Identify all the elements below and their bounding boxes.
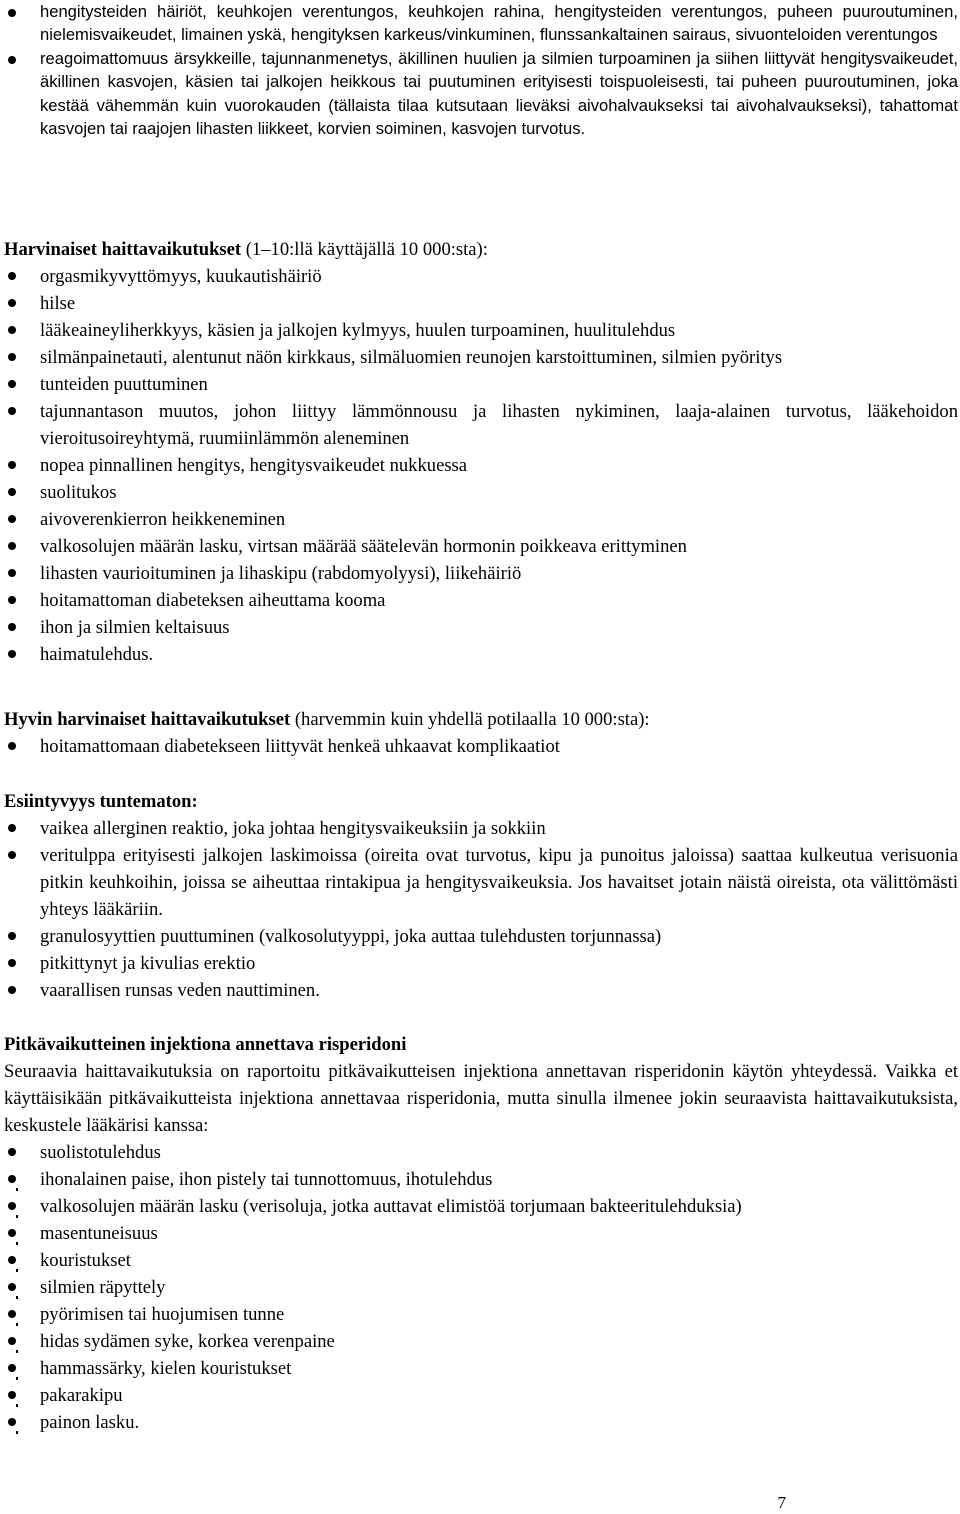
list-mark-icon [16,1242,18,1245]
list-item-text: hoitamattomaan diabetekseen liittyvät henkeä uhkaavat komplikaatiot [40,736,560,757]
list-item-text: vaikea allerginen reaktio, joka johtaa hengitysvaikeuksiin ja sokkiin [40,818,546,839]
page-number: 7 [777,1493,786,1512]
very-rare-section [4,706,958,760]
list-item-text: lihasten vaurioituminen ja lihaskipu (rabdomyolyysi), liikehäiriö [40,563,522,584]
list-item [4,560,958,587]
list-item-text: silmänpainetauti, alentunut näön kirkkaus, silmäluomien reunojen karstoittuminen, silmien pyöritys [40,347,783,368]
list-item-text: pyörimisen tai huojumisen tunne [40,1304,285,1325]
list-mark-icon [16,1404,18,1407]
bullet-icon [8,1202,16,1210]
bullet-icon [8,742,16,750]
list-item [4,371,958,398]
list-item [4,533,958,560]
bullet-icon [8,1148,16,1156]
list-item [4,263,958,290]
list-item [4,1328,958,1355]
bullet-icon [8,272,16,280]
list-item-text: ihon ja silmien keltaisuus [40,617,230,638]
list-item [4,641,958,668]
bullet-icon [8,596,16,604]
list-item-text: orgasmikyvyttömyys, kuukautishäiriö [40,266,322,287]
list-item-text: kouristukset [40,1250,131,1271]
bullet-icon [8,353,16,361]
list-item [4,1166,958,1193]
list-item-text: painon lasku. [40,1412,140,1433]
list-item [4,0,958,47]
bullet-icon [8,1175,16,1183]
list-item-text: ihonalainen paise, ihon pistely tai tunnottomuus, ihotulehdus [40,1169,493,1190]
list-item-text: granulosyyttien puuttuminen (valkosolutyyppi, joka auttaa tulehdusten torjunnassa) [40,926,662,947]
list-mark-icon [16,1188,18,1191]
bullet-icon [8,569,16,577]
bullet-icon [8,56,16,64]
very-rare-heading: Hyvin harvinaiset haittavaikutukset (harvemmin kuin yhdellä potilaalla 10 000:sta): [4,709,650,730]
list-item [4,1409,958,1436]
list-item-text: reagoimattomuus ärsykkeille, tajunnanmenetys, äkillinen huulien ja silmien turpoaminen ja siihen liittyvät hengitysvaikeudet, äkillinen kasvojen, käsien tai jalkojen heikkous tai puutuminen erityisesti toispuoleisesti, tai puheen puuroutuminen, joka kestää vähemmän kuin vuorokauden (tällaista tilaa kutsutaan lieväksi aivohalvaukseksi tai aivohalvaukseksi), tahattomat kasvojen tai raajojen lihasten liikkeet, korvien soiminen, kasvojen turvotus. [40,48,958,139]
bullet-icon [8,851,16,859]
list-item-text: vaarallisen runsas veden nauttiminen. [40,980,320,1001]
list-item-text: suolistotulehdus [40,1142,161,1163]
bullet-icon [8,932,16,940]
list-item [4,290,958,317]
list-item [4,1193,958,1220]
list-item [4,1382,958,1409]
unknown-frequency-heading: Esiintyvyys tuntematon: [4,791,198,812]
list-mark-icon [16,1350,18,1353]
bullet-icon [8,623,16,631]
list-mark-icon [16,1269,18,1272]
unknown-frequency-section [4,788,958,1004]
list-item [4,1220,958,1247]
bullet-icon [8,542,16,550]
list-mark-icon [16,1215,18,1218]
list-item [4,479,958,506]
list-item-text: lääkeaineyliherkkyys, käsien ja jalkojen kylmyys, huulen turpoaminen, huulitulehdus [40,320,676,341]
list-item-text: masentuneisuus [40,1223,158,1244]
bullet-icon [8,488,16,496]
bullet-icon [8,1337,16,1345]
list-item-text: silmien räpyttely [40,1277,166,1298]
bullet-icon [8,299,16,307]
bullet-icon [8,1391,16,1399]
bullet-icon [8,959,16,967]
list-item [4,977,958,1004]
list-item [4,1247,958,1274]
list-item-text: tajunnantason muutos, johon liittyy lämmönnousu ja lihasten nykiminen, laaja-alainen turvotus, lääkehoidon vieroitusoireyhtymä, ruumiinlämmön aleneminen [40,401,958,449]
bullet-icon [8,650,16,658]
list-item-text: hammassärky, kielen kouristukset [40,1358,292,1379]
list-item-text: suolitukos [40,482,117,503]
list-mark-icon [16,1377,18,1380]
list-item [4,1355,958,1382]
list-item-text: hilse [40,293,76,314]
continued-symptom-list [4,0,958,140]
list-item-text: pitkittynyt ja kivulias erektio [40,953,256,974]
injection-section [4,1031,958,1436]
list-item-text: valkosolujen määrän lasku (verisoluja, jotka auttavat elimistöä torjumaan bakteeritulehduksia) [40,1196,742,1217]
bullet-icon [8,1283,16,1291]
injection-intro-paragraph: Seuraavia haittavaikutuksia on raportoitu pitkävaikutteisen injektiona annettavan risperidonin käytön yhteydessä. Vaikka et käyttäisikään pitkävaikutteista injektiona annettavaa risperidonia, mutta sinulla ilmenee jokin seuraavista haittavaikutuksista, keskustele lääkärisi kanssa: [4,1061,958,1136]
list-item [4,452,958,479]
list-item-text: hoitamattoman diabeteksen aiheuttama kooma [40,590,386,611]
list-mark-icon [16,1431,18,1434]
injection-heading: Pitkävaikutteinen injektiona annettava risperidoni [4,1034,407,1055]
list-item [4,1139,958,1166]
list-item [4,950,958,977]
list-item-text: hidas sydämen syke, korkea verenpaine [40,1331,335,1352]
list-item [4,1274,958,1301]
list-item-text: pakarakipu [40,1385,123,1406]
list-item [4,587,958,614]
bullet-icon [8,1418,16,1426]
bullet-icon [8,515,16,523]
list-item [4,47,958,141]
list-item [4,506,958,533]
list-item [4,815,958,842]
list-mark-icon [16,1323,18,1326]
bullet-icon [8,1256,16,1264]
list-item [4,344,958,371]
list-item [4,1301,958,1328]
list-item [4,923,958,950]
list-mark-icon [16,1296,18,1299]
bullet-icon [8,824,16,832]
list-item-text: aivoverenkierron heikkeneminen [40,509,286,530]
bullet-icon [8,1229,16,1237]
list-item [4,317,958,344]
list-item-text: haimatulehdus. [40,644,154,665]
list-item [4,733,958,760]
bullet-icon [8,407,16,415]
bullet-icon [8,326,16,334]
bullet-icon [8,1310,16,1318]
list-item-text: tunteiden puuttuminen [40,374,208,395]
list-item-text: hengitysteiden häiriöt, keuhkojen verentungos, keuhkojen rahina, hengitysteiden verentungos, puheen puuroutuminen, nielemisvaikeudet, limainen yskä, hengityksen karkeus/vinkuminen, flunssankaltainen sairaus, sivuonteloiden verentungos [40,2,958,45]
bullet-icon [8,380,16,388]
list-item [4,842,958,923]
rare-heading: Harvinaiset haittavaikutukset (1–10:llä käyttäjällä 10 000:sta): [4,239,488,260]
list-item-text: nopea pinnallinen hengitys, hengitysvaikeudet nukkuessa [40,455,468,476]
list-item [4,398,958,452]
bullet-icon [8,9,16,17]
list-item-text: valkosolujen määrän lasku, virtsan määrää säätelevän hormonin poikkeava erittyminen [40,536,687,557]
bullet-icon [8,461,16,469]
list-item-text: veritulppa erityisesti jalkojen laskimoissa (oireita ovat turvotus, kipu ja punoitus jaloissa) saattaa kulkeutua verisuonia pitkin keuhkoihin, joissa se aiheuttaa rintakipua ja hengitysvaikeuksia. Jos havaitset jotain näistä oireista, ota välittömästi yhteys lääkäriin. [40,845,958,920]
bullet-icon [8,986,16,994]
list-item [4,614,958,641]
rare-section [4,236,958,668]
bullet-icon [8,1364,16,1372]
